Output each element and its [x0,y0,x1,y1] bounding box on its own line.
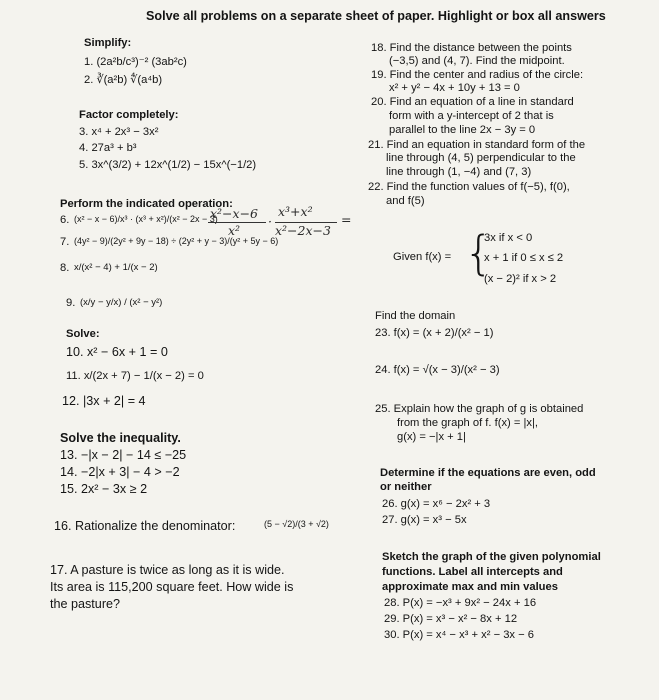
problem-25-line-3: g(x) = −|x + 1| [397,431,466,443]
problem-14: 14. −2|x + 3| − 4 > −2 [60,465,180,479]
problem-22-line-1: 22. Find the function values of f(−5), f(0), [368,181,570,193]
piecewise-case-1: 3x if x < 0 [484,232,533,244]
problem-23: 23. f(x) = (x + 2)/(x² − 1) [375,327,494,339]
sketch-heading-line-3: approximate max and min values [382,581,558,593]
simplify-heading: Simplify: [84,37,132,49]
problem-20-line-1: 20. Find an equation of a line in standard [371,96,574,108]
problem-18-line-2: (−3,5) and (4, 7). Find the midpoint. [389,55,565,67]
problem-29: 29. P(x) = x³ − x² − 8x + 12 [384,613,518,625]
piecewise-given: Given f(x) = [393,251,452,263]
problem-9-expression: (x/y − y/x) / (x² − y²) [80,297,163,308]
problem-19-line-2: x² + y² − 4x + 10y + 13 = 0 [389,82,520,94]
problem-30: 30. P(x) = x⁴ − x³ + x² − 3x − 6 [384,629,534,641]
handwritten-fraction-1-numerator: x²−x−6 [210,206,259,221]
problem-7-label: 7. [60,236,70,248]
problem-7-expression: (4y² − 9)/(2y² + 9y − 18) ÷ (2y² + y − 3)/(y² + 5y − 6) [74,236,279,246]
problem-6-expression: (x² − x − 6)/x³ · (x³ + x²)/(x² − 2x − 3) [74,214,218,224]
problem-15: 15. 2x² − 3x ≥ 2 [60,482,148,496]
sketch-heading-line-2: functions. Label all intercepts and [382,566,563,578]
handwritten-fraction-2-denominator: x²−2x−3 [275,223,331,238]
evenodd-heading-line-1: Determine if the equations are even, odd [380,467,596,479]
handwritten-fraction-1-denominator: x² [228,223,241,238]
page-header: Solve all problems on a separate sheet of paper. Highlight or box all answers [146,9,606,23]
factor-heading: Factor completely: [79,109,179,121]
problem-21-line-1: 21. Find an equation in standard form of the [368,139,586,151]
problem-8-label: 8. [60,262,70,274]
problem-22-line-2: and f(5) [386,195,425,207]
solve-heading: Solve: [66,328,100,340]
operation-heading: Perform the indicated operation: [60,198,233,210]
problem-12: 12. |3x + 2| = 4 [62,394,146,408]
problem-18-line-1: 18. Find the distance between the points [371,42,572,54]
problem-9-label: 9. [66,297,76,309]
problem-13: 13. −|x − 2| − 14 ≤ −25 [60,448,187,462]
problem-1: 1. (2a²b/c³)⁻² (3ab²c) [84,56,187,68]
problem-4: 4. 27a³ + b³ [79,142,137,154]
problem-8-expression: x/(x² − 4) + 1/(x − 2) [74,262,158,273]
problem-21-line-2: line through (4, 5) perpendicular to the [386,152,576,164]
problem-17-line-3: the pasture? [50,597,121,611]
problem-26: 26. g(x) = x⁶ − 2x² + 3 [382,498,491,510]
problem-5: 5. 3x^(3/2) + 12x^(1/2) − 15x^(−1/2) [79,159,257,171]
problem-20-line-2: form with a y-intercept of 2 that is [389,110,554,122]
sketch-heading-line-1: Sketch the graph of the given polynomial [382,551,601,563]
problem-21-line-3: line through (1, −4) and (7, 3) [386,166,532,178]
problem-25-line-1: 25. Explain how the graph of g is obtained [375,403,584,415]
handwritten-equals: = [341,212,352,227]
problem-3: 3. x⁴ + 2x³ − 3x² [79,126,159,138]
problem-25-line-2: from the graph of f. f(x) = |x|, [397,417,539,429]
handwritten-dot: · [268,214,272,229]
problem-6-label: 6. [60,214,70,226]
handwritten-fraction-2-numerator: x³+x² [278,204,313,219]
problem-16-expression: (5 − √2)/(3 + √2) [264,519,329,529]
piecewise-case-2: x + 1 if 0 ≤ x ≤ 2 [484,252,564,264]
problem-27: 27. g(x) = x³ − 5x [382,514,467,526]
problem-2: 2. ∛(a²b) ∜(a⁴b) [84,74,163,86]
problem-17-line-2: Its area is 115,200 square feet. How wide is [50,580,294,594]
evenodd-heading-line-2: or neither [380,481,432,493]
inequality-heading: Solve the inequality. [60,431,181,445]
problem-16: 16. Rationalize the denominator: [54,519,236,533]
problem-24: 24. f(x) = √(x − 3)/(x² − 3) [375,364,500,376]
problem-11: 11. x/(2x + 7) − 1/(x − 2) = 0 [66,370,204,382]
problem-10: 10. x² − 6x + 1 = 0 [66,345,168,359]
piecewise-case-3: (x − 2)² if x > 2 [484,273,557,285]
piecewise-brace: { [464,226,494,280]
domain-heading: Find the domain [375,310,456,322]
problem-17-line-1: 17. A pasture is twice as long as it is wide. [50,563,285,577]
problem-19-line-1: 19. Find the center and radius of the circle: [371,69,584,81]
problem-28: 28. P(x) = −x³ + 9x² − 24x + 16 [384,597,537,609]
problem-20-line-3: parallel to the line 2x − 3y = 0 [389,124,536,136]
